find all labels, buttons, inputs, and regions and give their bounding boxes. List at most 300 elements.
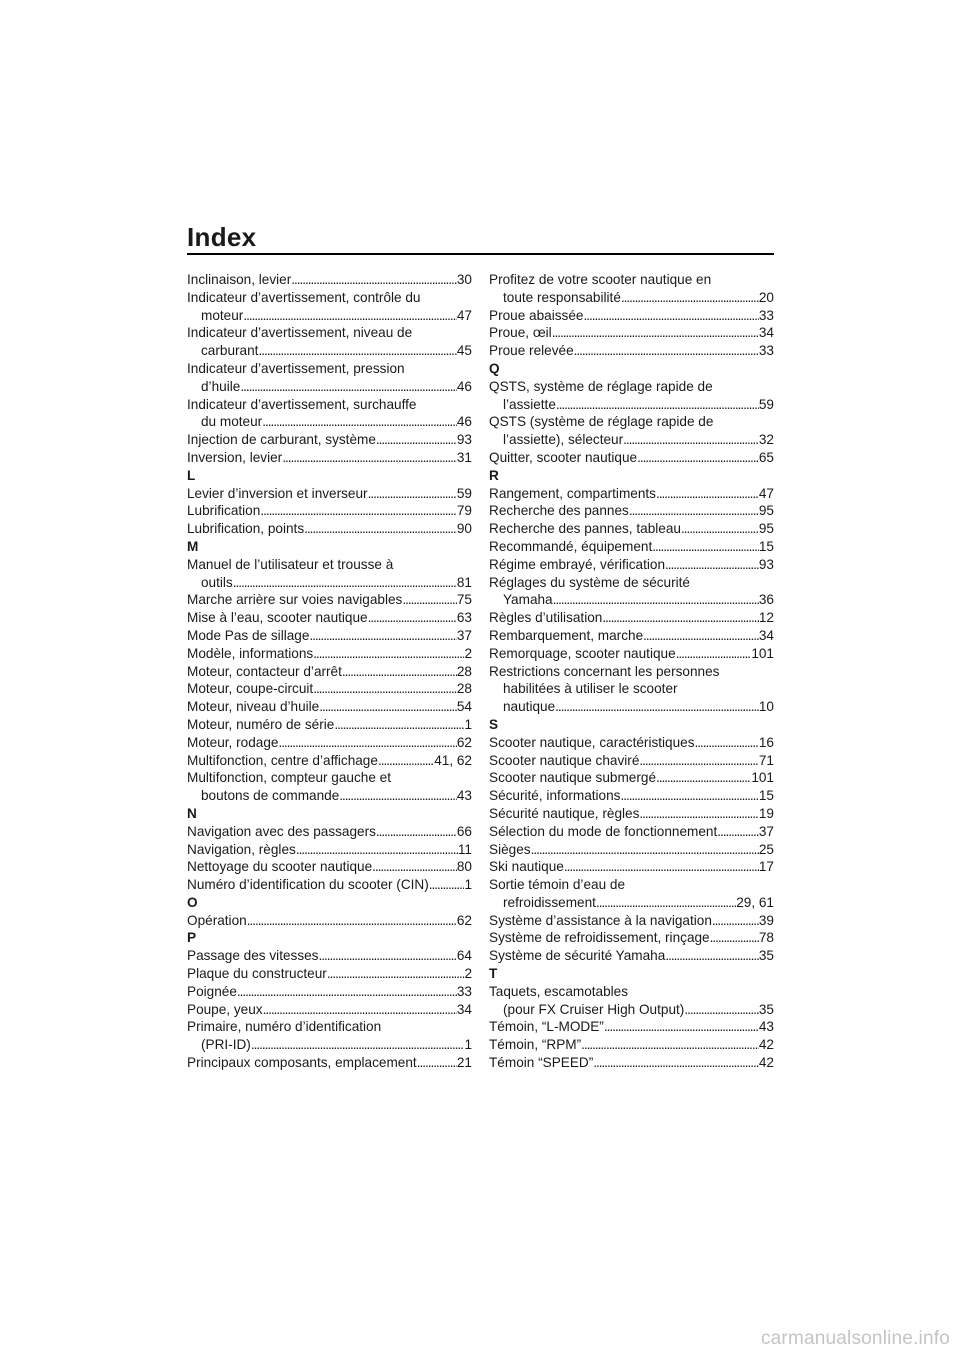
index-entry (489, 805, 774, 823)
page-number: 80 (456, 859, 472, 875)
entry-text: Recherche des pannes, tableau (489, 521, 681, 537)
dot-leader (278, 734, 456, 752)
index-entry (187, 769, 472, 805)
section-letter: M (187, 538, 199, 554)
entry-line (187, 734, 472, 752)
entry-line (489, 876, 774, 894)
dot-leader (233, 574, 457, 592)
index-entry (489, 1054, 774, 1072)
entry-text: Sécurité nautique, règles (489, 805, 640, 821)
dot-leader (593, 1054, 759, 1072)
page-number: 62 (456, 734, 472, 750)
entry-text: Navigation, règles (187, 841, 296, 857)
page-number: 25 (758, 841, 774, 857)
index-entry (489, 378, 774, 414)
index-entry (187, 289, 472, 325)
dot-leader (604, 1018, 759, 1036)
page-number: 28 (456, 663, 472, 679)
entry-line (187, 556, 472, 574)
entry-text: Règles d’utilisation (489, 610, 603, 626)
dot-leader (237, 983, 457, 1001)
page-number: 32 (758, 432, 774, 448)
entry-line (489, 823, 774, 841)
page-number: 47 (456, 307, 472, 323)
dot-leader (296, 841, 458, 859)
index-entry (489, 663, 774, 716)
entry-text: moteur (201, 307, 244, 323)
dot-leader (327, 965, 465, 983)
entry-line (187, 378, 472, 396)
index-entry (187, 680, 472, 698)
section-letter: Q (489, 360, 500, 376)
entry-line (489, 289, 774, 307)
entry-text: Moteur, niveau d’huile (187, 699, 320, 715)
watermark: carmanualsonline.info (760, 1328, 950, 1349)
dot-leader (417, 1054, 457, 1072)
section-letter: S (489, 716, 499, 732)
entry-text: habilitées à utiliser le scooter (503, 681, 678, 697)
index-entry (187, 823, 472, 841)
entry-line (187, 1036, 472, 1054)
index-entry (187, 324, 472, 360)
entry-text: Système de refroidissement, rinçage (489, 930, 710, 946)
page-title: Index (187, 222, 257, 252)
dot-leader (602, 609, 759, 627)
index-entry (489, 271, 774, 307)
index-entry (187, 360, 472, 396)
dot-leader (623, 431, 759, 449)
page-number: 34 (758, 325, 774, 341)
entry-text: Passage des vitesses (187, 948, 319, 964)
entry-line (489, 805, 774, 823)
page-number: 37 (758, 823, 774, 839)
index-entry (187, 663, 472, 681)
index-entry (187, 752, 472, 770)
index-entry (187, 502, 472, 520)
entry-line (489, 574, 774, 592)
dot-leader (555, 698, 759, 716)
page-number: 59 (758, 396, 774, 412)
dot-leader (564, 858, 759, 876)
entry-line (489, 894, 774, 912)
index-entry (187, 876, 472, 894)
index-entry (187, 449, 472, 467)
index-entry (187, 396, 472, 432)
index-entry (187, 716, 472, 734)
page-number: 34 (456, 1001, 472, 1017)
entry-line (187, 680, 472, 698)
index-entry (489, 609, 774, 627)
page-number: 93 (456, 432, 472, 448)
dot-leader (552, 324, 759, 342)
page-number: 1 (464, 1037, 472, 1053)
page-number: 43 (758, 1019, 774, 1035)
entry-text: Proue, œil (489, 325, 552, 341)
dot-leader (656, 485, 759, 503)
entry-line (187, 841, 472, 859)
entry-text: Levier d’inversion et inverseur (187, 485, 368, 501)
dot-leader (574, 342, 759, 360)
index-entry (489, 752, 774, 770)
dot-leader (665, 556, 759, 574)
entry-line (489, 645, 774, 663)
index-entry (187, 591, 472, 609)
dot-leader (258, 342, 456, 360)
section-letter: T (489, 966, 498, 982)
index-column-right (489, 271, 774, 1072)
page-number: 33 (758, 343, 774, 359)
index-entry (187, 841, 472, 859)
entry-line (187, 307, 472, 325)
index-entry (489, 983, 774, 1019)
index-entry (489, 627, 774, 645)
index-entry (187, 556, 472, 592)
entry-text: Témoin, “RPM” (489, 1037, 582, 1053)
entry-text: Indicateur d’avertissement, surchauffe (187, 396, 417, 412)
entry-text: Scooter nautique submergé (489, 770, 657, 786)
entry-text: Yamaha (503, 592, 553, 608)
index-entry (489, 645, 774, 663)
page-number: 93 (758, 556, 774, 572)
entry-text: Manuel de l’utilisateur et trousse à (187, 556, 394, 572)
entry-text: nautique (503, 699, 556, 715)
entry-text: outils (201, 574, 233, 590)
index-entry (187, 912, 472, 930)
dot-leader (376, 431, 457, 449)
dot-leader (676, 645, 752, 663)
page-number: 90 (456, 521, 472, 537)
entry-text: Sortie témoin d’eau de (489, 877, 626, 893)
dot-leader (643, 627, 759, 645)
entry-line (187, 609, 472, 627)
index-entry (489, 324, 774, 342)
entry-line (489, 698, 774, 716)
entry-line (187, 876, 472, 894)
entry-text: Moteur, coupe-circuit (187, 681, 314, 697)
index-entry (489, 841, 774, 859)
entry-line (187, 520, 472, 538)
index-entry (187, 271, 472, 289)
dot-leader (656, 769, 751, 787)
entry-line (489, 1018, 774, 1036)
dot-leader (681, 520, 759, 538)
page-number: 95 (758, 521, 774, 537)
entry-text: QSTS (système de réglage rapide de (489, 414, 714, 430)
entry-line (187, 289, 472, 307)
page-number: 29, 61 (736, 894, 774, 910)
index-entry (187, 627, 472, 645)
dot-leader (319, 698, 457, 716)
page-number: 46 (456, 414, 472, 430)
dot-leader (334, 716, 464, 734)
entry-line (187, 1001, 472, 1019)
dot-leader (581, 1036, 759, 1054)
dot-leader (263, 1001, 457, 1019)
page-number: 62 (456, 912, 472, 928)
entry-line (489, 538, 774, 556)
entry-text: Rembarquement, marche (489, 627, 644, 643)
entry-text: Lubrification, points (187, 521, 305, 537)
page-number: 1 (464, 716, 472, 732)
index-column-left (187, 271, 472, 1072)
dot-leader (342, 663, 457, 681)
entry-line (489, 1054, 774, 1072)
entry-text: Multifonction, centre d’affichage (187, 752, 378, 768)
page-number: 39 (758, 912, 774, 928)
page-number: 34 (758, 627, 774, 643)
page-number: 17 (758, 859, 774, 875)
page-number: 2 (464, 966, 472, 982)
index-entry (489, 520, 774, 538)
entry-line (187, 449, 472, 467)
dot-leader (596, 894, 736, 912)
page-number: 30 (456, 272, 472, 287)
dot-leader (240, 378, 457, 396)
entry-text: Moteur, numéro de série (187, 716, 335, 732)
entry-text: Moteur, contacteur d’arrêt (187, 663, 342, 679)
page-number: 33 (758, 307, 774, 323)
entry-text: Plaque du constructeur (187, 966, 327, 982)
entry-text: Sièges (489, 841, 531, 857)
page-number: 43 (456, 788, 472, 804)
index-entry (187, 858, 472, 876)
dot-leader (712, 912, 759, 930)
entry-line (489, 502, 774, 520)
page-number: 31 (456, 449, 472, 465)
section-letter: O (187, 894, 198, 910)
section-letter: P (187, 930, 197, 946)
dot-leader (309, 627, 456, 645)
entry-line (187, 502, 472, 520)
entry-line (489, 271, 774, 289)
dot-leader (665, 947, 759, 965)
entry-text: Primaire, numéro d’identification (187, 1019, 382, 1035)
entry-line (187, 431, 472, 449)
page-number: 81 (456, 574, 472, 590)
entry-line (489, 485, 774, 503)
entry-text: l’assiette (503, 396, 556, 412)
entry-line (489, 342, 774, 360)
dot-leader (313, 645, 464, 663)
entry-line (187, 823, 472, 841)
entry-line (187, 574, 472, 592)
dot-leader (402, 591, 457, 609)
entry-text: QSTS, système de réglage rapide de (489, 378, 713, 394)
dot-leader (717, 823, 759, 841)
dot-leader (304, 520, 457, 538)
entry-line (489, 841, 774, 859)
index-entry (187, 1018, 472, 1054)
page-number: 78 (758, 930, 774, 946)
section-letter: L (187, 467, 196, 483)
entry-line (489, 858, 774, 876)
index-entry (489, 876, 774, 912)
entry-line (187, 947, 472, 965)
dot-leader (318, 947, 456, 965)
entry-line (187, 627, 472, 645)
page-number: 11 (457, 841, 472, 857)
dot-leader (372, 858, 457, 876)
page-number: 101 (751, 645, 774, 661)
entry-text: Quitter, scooter nautique (489, 449, 638, 465)
page-number: 35 (758, 1001, 774, 1017)
dot-leader (531, 841, 759, 859)
page-number: 46 (456, 378, 472, 394)
index-entry (187, 734, 472, 752)
entry-line (489, 556, 774, 574)
entry-line (489, 983, 774, 1001)
index-entry (489, 858, 774, 876)
entry-line (187, 787, 472, 805)
entry-text: (PRI-ID) (201, 1037, 251, 1053)
dot-leader (247, 912, 457, 930)
entry-line (489, 324, 774, 342)
page-number: 66 (456, 823, 472, 839)
entry-text: carburant (201, 343, 259, 359)
entry-line (489, 627, 774, 645)
dot-leader (378, 752, 434, 770)
page-number: 35 (758, 948, 774, 964)
page-number: 101 (751, 770, 774, 786)
index-entry (489, 787, 774, 805)
entry-text: Poignée (187, 983, 237, 999)
dot-leader (639, 752, 758, 770)
section-letter: R (489, 467, 499, 483)
dot-leader (282, 449, 457, 467)
page-number: 33 (456, 983, 472, 999)
entry-text: Indicateur d’avertissement, pression (187, 360, 405, 376)
dot-leader (684, 1001, 759, 1019)
entry-text: Modèle, informations (187, 645, 314, 661)
page-number: 65 (758, 449, 774, 465)
entry-text: Principaux composants, emplacement (187, 1055, 417, 1071)
entry-line (489, 609, 774, 627)
dot-leader (339, 787, 457, 805)
entry-line (187, 360, 472, 378)
index-entry (489, 1018, 774, 1036)
entry-line (489, 769, 774, 787)
entry-text: Injection de carburant, système (187, 432, 376, 448)
entry-text: Nettoyage du scooter nautique (187, 859, 373, 875)
entry-line (489, 1001, 774, 1019)
page-number: 36 (758, 592, 774, 608)
index-entry (489, 342, 774, 360)
entry-line (187, 591, 472, 609)
index-entry (187, 698, 472, 716)
entry-text: Indicateur d’avertissement, contrôle du (187, 289, 421, 305)
index-entry (489, 538, 774, 556)
entry-text: Régime embrayé, vérification (489, 556, 666, 572)
page-number: 59 (456, 485, 472, 501)
dot-leader (368, 485, 457, 503)
page-number: 42 (758, 1055, 774, 1071)
dot-leader (620, 787, 758, 805)
entry-text: Numéro d’identification du scooter (CIN) (187, 877, 429, 893)
entry-line (489, 449, 774, 467)
entry-line (489, 734, 774, 752)
index-entry (489, 449, 774, 467)
entry-text: Profitez de votre scooter nautique en (489, 272, 712, 287)
index-entry (187, 520, 472, 538)
entry-text: Témoin “SPEED” (489, 1055, 594, 1071)
page-number: 54 (456, 699, 472, 715)
index-entry (489, 769, 774, 787)
dot-leader (429, 876, 465, 894)
page-number: 16 (758, 734, 774, 750)
index-entry (489, 734, 774, 752)
page-number: 1 (464, 877, 472, 893)
entry-text: Recherche des pannes (489, 503, 629, 519)
index-entry (489, 485, 774, 503)
entry-line (489, 663, 774, 681)
title-rule (187, 253, 774, 255)
entry-line (187, 769, 472, 787)
entry-text: Taquets, escamotables (489, 983, 629, 999)
entry-line (489, 929, 774, 947)
entry-line (489, 307, 774, 325)
page-number: 15 (758, 788, 774, 804)
entry-text: Sécurité, informations (489, 788, 621, 804)
dot-leader (291, 271, 457, 289)
entry-line (489, 591, 774, 609)
page-number: 19 (758, 805, 774, 821)
page-number: 75 (456, 592, 472, 608)
page-number: 63 (456, 610, 472, 626)
page-number: 37 (456, 627, 472, 643)
entry-line (489, 1036, 774, 1054)
section-letter: N (187, 805, 197, 821)
entry-text: Navigation avec des passagers (187, 823, 376, 839)
dot-leader (710, 929, 759, 947)
entry-line (187, 645, 472, 663)
entry-line (187, 912, 472, 930)
page-number: 10 (758, 699, 774, 715)
index-entry (489, 929, 774, 947)
page-number: 79 (456, 503, 472, 519)
entry-text: Rangement, compartiments (489, 485, 656, 501)
entry-line (187, 716, 472, 734)
index-entry (187, 965, 472, 983)
entry-line (187, 271, 472, 289)
index-entry (187, 1054, 472, 1072)
page-number: 42 (758, 1037, 774, 1053)
entry-text: Témoin, “L-MODE” (489, 1019, 604, 1035)
entry-line (187, 698, 472, 716)
entry-line (187, 752, 472, 770)
entry-text: toute responsabilité (503, 289, 621, 305)
index-entry (489, 823, 774, 841)
entry-line (187, 965, 472, 983)
entry-text: Opération (187, 912, 247, 928)
entry-line (187, 342, 472, 360)
entry-line (489, 680, 774, 698)
dot-leader (652, 538, 759, 556)
entry-text: d’huile (201, 378, 241, 394)
entry-text: l’assiette), sélecteur (503, 432, 624, 448)
entry-text: Proue relevée (489, 343, 574, 359)
index-entry (187, 947, 472, 965)
page-number: 71 (758, 752, 774, 768)
entry-text: Poupe, yeux (187, 1001, 263, 1017)
page-number: 28 (456, 681, 472, 697)
entry-text: Réglages du système de sécurité (489, 574, 690, 590)
page-number: 64 (456, 948, 472, 964)
entry-text: Système de sécurité Yamaha (489, 948, 666, 964)
dot-leader (368, 609, 457, 627)
entry-line (187, 663, 472, 681)
page-number: 15 (758, 538, 774, 554)
page-number: 21 (456, 1055, 472, 1071)
